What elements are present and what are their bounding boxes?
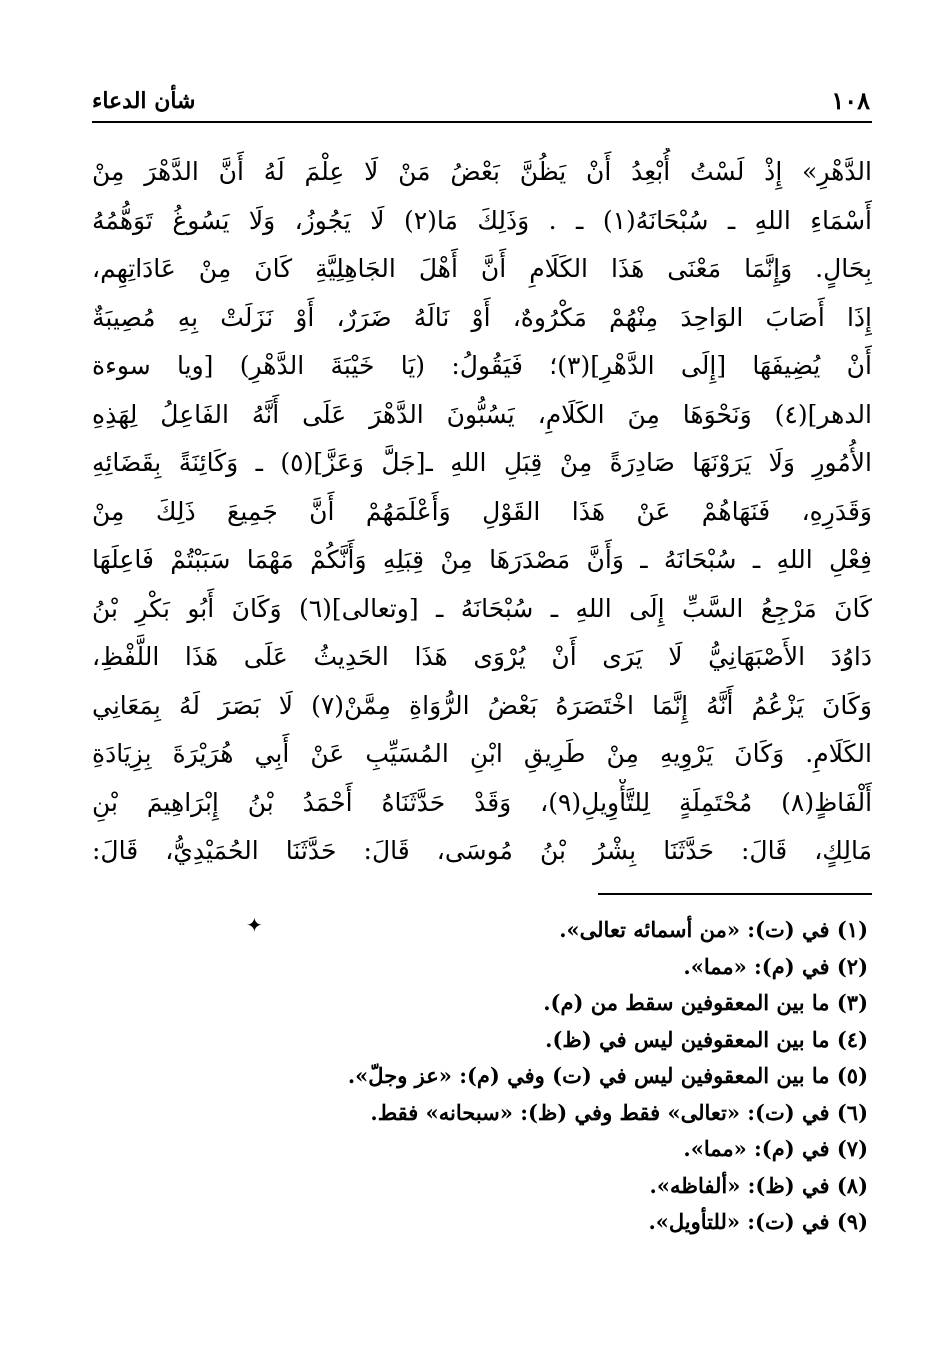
footnote: (١) في (ت): «من أسمائه تعالى». [559, 917, 868, 942]
footnote-separator [598, 893, 872, 895]
text-line: إِذَا أَصَابَ الوَاحِدَ مِنْهُمْ مَكْرُوهٌ، أَوْ نَالَهُ ضَرَرٌ، أَوْ نَزَلَتْ بِهِ مُصِيبَةٌ [92, 302, 872, 332]
page-header [92, 84, 870, 118]
footnote: (٨) في (ظ): «ألفاظه». [649, 1172, 868, 1198]
text-line: الأُمُورِ وَلَا يَرَوْنَهَا صَادِرَةً مِنْ قِبَلِ اللهِ ـ[جَلَّ وَعَزَّ](٥) ـ وَكَائِنَةً بِقَضَائِهِ [92, 448, 872, 477]
text-line: الدَّهْرِ» إِذْ لَسْتُ أُبْعِدُ أَنْ يَظُنَّ بَعْضُ مَنْ لَا عِلْمَ لَهُ أَنَّ الدَّهْرَ مِنْ [92, 157, 872, 186]
footnote: (٢) في (م): «مما». [683, 953, 868, 979]
star-mark-icon: ✦ [246, 913, 263, 937]
main-text [92, 148, 872, 876]
text-line: دَاوُدَ الأَصْبَهَانِيُّ لَا يَرَى أَنْ يُرْوَى هَذَا الحَدِيثُ عَلَى هَذَا اللَّفْظِ، [92, 642, 872, 671]
text-line: الكَلَامِ. وَكَانَ يَرْوِيهِ مِنْ طَرِيقِ ابْنِ المُسَيِّبِ عَنْ أَبِي هُرَيْرَةَ بِزِيَادَةِ [92, 739, 872, 768]
footnote: (٣) ما بين المعقوفين سقط من (م). [543, 990, 868, 1015]
text-line: وَكَانَ يَزْعُمُ أَنَّهُ إِنَّمَا اخْتَصَرَهُ بَعْضُ الرُّوَاةِ مِمَّنْ(٧) لَا بَصَرَ لَهُ بِمَعَانِي [92, 690, 872, 720]
header-rule [92, 121, 872, 123]
text-line: بِحَالٍ. وَإِنَّمَا مَعْنَى هَذَا الكَلَامِ أَنَّ أَهْلَ الجَاهِلِيَّةِ كَانَ مِنْ عَادَاتِهِم، [92, 254, 872, 283]
text-line: وَقَدَرِهِ، فَنَهَاهُمْ عَنْ هَذَا القَوْلِ وَأَعْلَمَهُمْ أَنَّ جَمِيعَ ذَلِكَ مِنْ [92, 496, 872, 526]
page-number: ١٠٨ [831, 86, 870, 115]
footnote: (٦) في (ت): «تعالى» فقط وفي (ظ): «سبحانه» فقط. [370, 1099, 868, 1125]
footnotes [92, 912, 868, 1241]
text-line: الدهر](٤) وَنَحْوَهَا مِنَ الكَلَامِ، يَسُبُّونَ الدَّهْرَ عَلَى أَنَّهُ الفَاعِلُ لِهَذِهِ [92, 399, 872, 429]
footnote: (٧) في (م): «مما». [683, 1136, 868, 1161]
running-title: شأن الدعاء [92, 88, 196, 114]
footnote: (٥) ما بين المعقوفين ليس في (ت) وفي (م): «عز وجلّ». [347, 1063, 868, 1088]
text-line: فِعْلِ اللهِ ـ سُبْحَانَهُ ـ وَأَنَّ مَصْدَرَهَا مِنْ قِبَلِهِ وَأَنَّكُمْ مَهْمَا سَبَبْتُمْ فَاعِلَهَا [92, 545, 872, 574]
footnote: (٤) ما بين المعقوفين ليس في (ظ). [545, 1026, 868, 1052]
text-line: مَالِكٍ، قَالَ: حَدَّثَنَا بِشْرُ بْنُ مُوسَى، قَالَ: حَدَّثَنَا الحُمَيْدِيُّ، قَالَ: [92, 836, 872, 865]
text-line: كَانَ مَرْجِعُ السَّبِّ إِلَى اللهِ ـ سُبْحَانَهُ ـ [وتعالى](٦) وَكَانَ أَبُو بَكْرِ بْنُ [92, 593, 872, 623]
text-line: أَسْمَاءِ اللهِ ـ سُبْحَانَهُ(١) ـ . وَذَلِكَ مَا(٢) لَا يَجُوزُ، وَلَا يَسُوغُ تَوَهُّمُهُ [92, 205, 872, 235]
footnote: (٩) في (ت): «للتأويل». [648, 1209, 868, 1234]
text-line: أَلْفَاظٍ(٨) مُحْتَمِلَةٍ لِلتَّأْوِيلِ(٩)، وَقَدْ حَدَّثَنَاهُ أَحْمَدُ بْنُ إِبْرَاهِيمَ بْنِ [92, 787, 872, 817]
text-line: أَنْ يُضِيفَهَا [إِلَى الدَّهْرِ](٣)؛ فَيَقُولُ: (يَا خَيْبَةَ الدَّهْرِ) [ويا سوءة [92, 351, 872, 380]
